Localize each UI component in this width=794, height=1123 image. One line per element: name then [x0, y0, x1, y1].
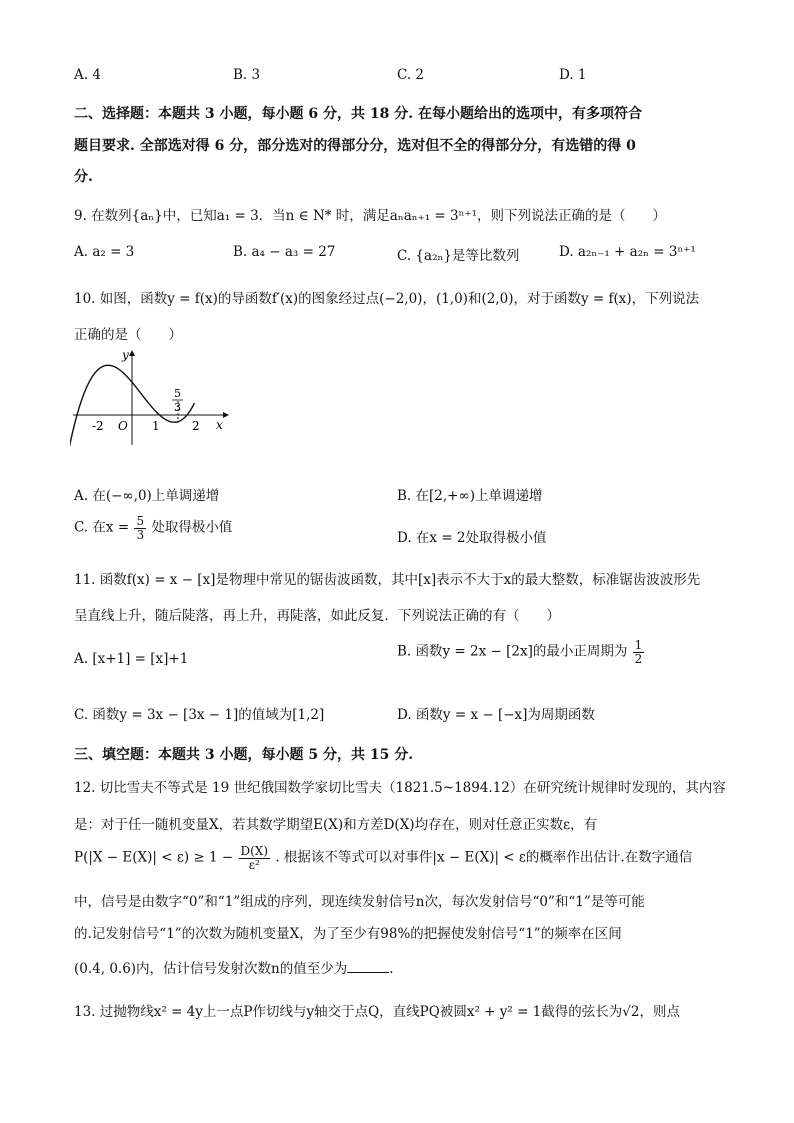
q11-option-c: C. 函数y = 3x − [3x − 1]的值域为[1,2]: [74, 707, 325, 723]
q10-option-c-pre: C. 在x =: [74, 519, 130, 536]
q12-line2: 是：对于任一随机变量X，若其数学期望E(X)和方差D(X)均存在，则对任意正实数ε，有: [74, 817, 598, 833]
q12-line6-text: (0.4, 0.6)内，估计信号发射次数n的值至少为: [74, 961, 348, 977]
q12-line3: [74, 845, 692, 871]
q11-b-den: 2: [634, 651, 643, 666]
q9-option-b: B. a₄ − a₃ = 27: [233, 244, 336, 260]
q12-line6: (0.4, 0.6)内，估计信号发射次数n的值至少为 .: [74, 961, 394, 977]
q13-line1: 13. 过抛物线x² = 4y上一点P作切线与y轴交于点Q，直线PQ被圆x² + y² = 1截得的弦长为√2，则点: [74, 1004, 680, 1020]
q11-option-b: [397, 639, 645, 665]
q10-c-den: 3: [136, 527, 145, 542]
q12-line4: 中，信号是由数字“0”和“1”组成的序列，现连续发射信号n次，每次发射信号“0”和“1”是等可能: [74, 894, 645, 910]
frac-denominator: 3: [174, 401, 181, 414]
q10-option-a: A. 在(−∞,0)上单调递增: [74, 488, 220, 504]
q10-option-c-post: 处取得极小值: [151, 519, 233, 536]
tick-1: 1: [152, 419, 160, 433]
q10-option-c-fraction: [134, 515, 146, 541]
q8-option-d: D. 1: [559, 67, 587, 83]
q12-frac-num: D(X): [240, 844, 269, 858]
q11-option-d: D. 函数y = x − [−x]为周期函数: [397, 707, 595, 723]
q11-line2: 呈直线上升，随后陡落，再上升，再陡落，如此反复．下列说法正确的有（ ）: [74, 608, 560, 624]
frac-numerator: 5: [174, 387, 181, 400]
q11-option-b-pre: B. 函数y = 2x − [2x]的最小正周期为: [397, 643, 628, 660]
q9-stem: 9. 在数列{aₙ}中，已知a₁ = 3．当n ∈ N* 时，满足aₙaₙ₊₁ = 3ⁿ⁺¹，则下列说法正确的是（ ）: [74, 208, 666, 224]
origin-label: O: [118, 419, 128, 433]
q12-line5: 的.记发射信号“1”的次数为随机变量X，为了至少有98%的把握使发射信号“1”的频率在区间: [74, 926, 622, 942]
section2-line1: 二、选择题：本题共 3 小题，每小题 6 分，共 18 分. 在每小题给出的选项中，有多项符合: [74, 106, 642, 122]
derivative-graph: [70, 345, 235, 450]
q10-line2: 正确的是（ ）: [74, 327, 182, 343]
q8-option-a: A. 4: [74, 67, 101, 83]
section2-line2: 题目要求. 全部选对得 6 分，部分选对的得部分分，选对但不全的得部分分，有选错的得 0: [74, 138, 636, 154]
section2-line3: 分.: [74, 169, 93, 185]
q12-line1: 12. 切比雪夫不等式是 19 世纪俄国数学家切比雪夫（1821.5~1894.12）在研究统计规律时发现的，其内容: [74, 780, 726, 796]
q12-line3-pre: P(|X − E(X)| < ε) ≥ 1 −: [74, 849, 234, 866]
q11-b-num: 1: [634, 638, 643, 652]
section3-title: 三、填空题：本题共 3 小题，每小题 5 分，共 15 分.: [74, 747, 414, 763]
tick-neg2: -2: [92, 419, 104, 433]
y-axis-label: y: [122, 348, 129, 362]
answer-blank: [347, 960, 389, 973]
q11-option-b-fraction: [633, 639, 645, 665]
q10-option-d: D. 在x = 2处取得极小值: [397, 530, 547, 546]
q8-option-b: B. 3: [233, 67, 261, 83]
q10-line1: 10. 如图，函数y = f(x)的导函数f′(x)的图象经过点(−2,0)，(1,0)和(2,0)，对于函数y = f(x)，下列说法: [74, 291, 700, 307]
q9-option-d: D. a₂ₙ₋₁ + a₂ₙ = 3ⁿ⁺¹: [559, 244, 696, 260]
q8-option-c: C. 2: [397, 67, 425, 83]
q11-line1: 11. 函数f(x) = x − [x]是物理中常见的锯齿波函数，其中[x]表示不大于x的最大整数，标准锯齿波波形先: [74, 572, 701, 588]
q12-frac-den: ε²: [248, 857, 260, 872]
tick-2: 2: [192, 419, 200, 433]
q11-option-a: A. [x+1] = [x]+1: [74, 651, 189, 667]
q10-option-c: [74, 515, 232, 541]
q12-chebyshev-fraction: [239, 845, 271, 871]
q10-c-num: 5: [136, 514, 145, 528]
q10-option-b: B. 在[2,+∞)上单调递增: [397, 488, 543, 504]
q9-option-c: C. {a₂ₙ}是等比数列: [397, 248, 520, 264]
x-axis-label: x: [216, 418, 223, 432]
q12-line3-post: . 根据该不等式可以对事件|x − E(X)| < ε的概率作出估计.在数字通信: [275, 849, 693, 866]
q9-option-a: A. a₂ = 3: [74, 244, 135, 260]
